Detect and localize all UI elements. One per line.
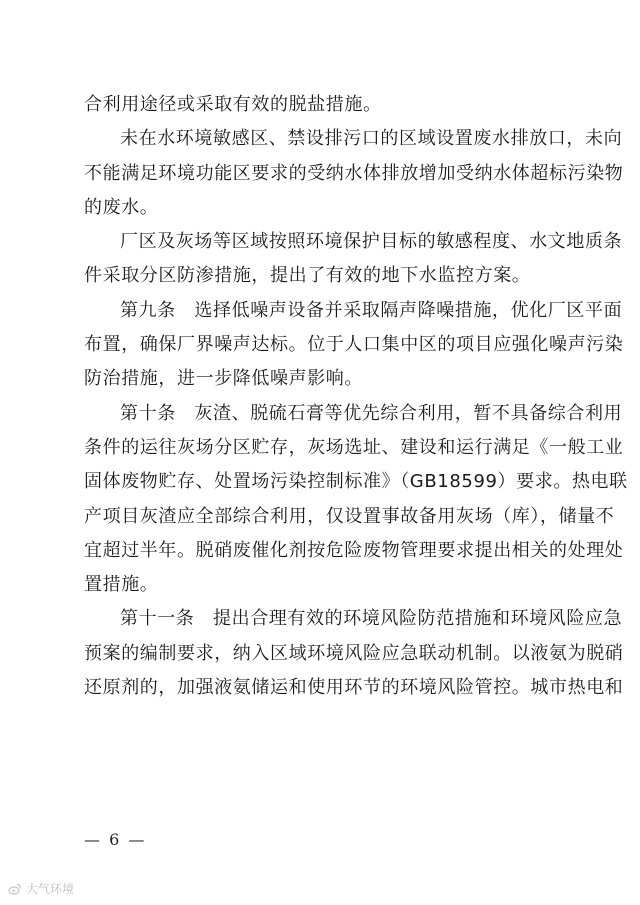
text-line: 布置，确保厂界噪声达标。位于人口集中区的项目应强化噪声污染 <box>84 334 624 356</box>
page-number: — 6 — <box>84 830 147 849</box>
text-line: 不能满足环境功能区要求的受纳水体排放增加受纳水体超标污染物 <box>84 162 624 184</box>
text-line: 置措施。 <box>84 574 159 596</box>
text-line: 第十一条 提出合理有效的环境风险防范措施和环境风险应急 <box>120 608 623 630</box>
text-line: 件采取分区防渗措施，提出了有效的地下水监控方案。 <box>84 265 531 287</box>
text-line: 的废水。 <box>84 196 159 218</box>
text-line: 防治措施，进一步降低噪声影响。 <box>84 368 363 390</box>
document-body <box>84 88 628 705</box>
text-line: 产项目灰渣应全部综合利用，仅设置事故备用灰场（库），储量不 <box>84 505 615 527</box>
text-line: 条件的运往灰场分区贮存，灰场选址、建设和运行满足《一般工业 <box>84 436 624 458</box>
text-line: 宜超过半年。脱硝废催化剂按危险废物管理要求提出相关的处理处 <box>84 539 624 561</box>
text-line: 预案的编制要求，纳入区域环境风险应急联动机制。以液氨为脱硝 <box>84 642 624 664</box>
watermark <box>8 880 74 897</box>
text-line: 固体废物贮存、处置场污染控制标准》（GB18599）要求。热电联 <box>84 471 628 493</box>
text-line: 第十条 灰渣、脱硫石膏等优先综合利用，暂不具备综合利用 <box>120 402 623 424</box>
text-line: 未在水环境敏感区、禁设排污口的区域设置废水排放口，未向 <box>120 128 623 150</box>
weibo-icon <box>8 882 22 896</box>
text-line: 第九条 选择低噪声设备并采取隔声降噪措施，优化厂区平面 <box>120 299 623 321</box>
text-line: 合利用途径或采取有效的脱盐措施。 <box>84 94 382 115</box>
watermark-text: 大气环境 <box>26 882 75 896</box>
text-line: 厂区及灰场等区域按照环境保护目标的敏感程度、水文地质条 <box>120 231 623 253</box>
text-line: 还原剂的，加强液氨储运和使用环节的环境风险管控。城市热电和 <box>84 677 624 699</box>
